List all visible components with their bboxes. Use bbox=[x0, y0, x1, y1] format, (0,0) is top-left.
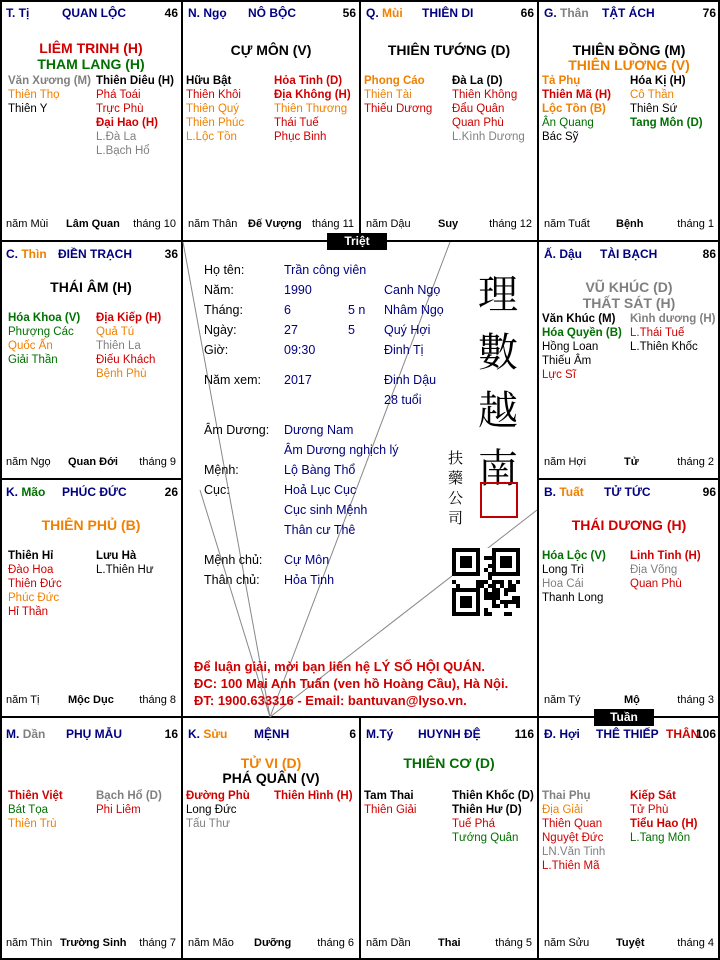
minor-star: Đường Phù bbox=[186, 790, 250, 802]
minor-star: Địa Giải bbox=[542, 804, 583, 816]
minor-star: Thiên Hỉ bbox=[8, 550, 54, 562]
minor-star: L.Bạch Hổ bbox=[96, 145, 150, 157]
minor-star: Phượng Các bbox=[8, 326, 74, 338]
footer-stage: Dưỡng bbox=[254, 937, 292, 949]
minor-star: L.Thái Tuế bbox=[630, 327, 685, 339]
contact-line-3: ĐT: 1900.633316 - Email: bantuvan@lyso.vn. bbox=[194, 693, 467, 708]
minor-star: Thai Phụ bbox=[542, 790, 591, 802]
minor-star: Lưu Hà bbox=[96, 550, 137, 562]
minor-star: Thiên Quý bbox=[186, 103, 240, 115]
qr-code-icon bbox=[452, 548, 520, 616]
palace-title: PHÚC ĐỨC bbox=[62, 485, 127, 499]
footer-year: năm Hợi bbox=[544, 456, 587, 468]
palace-address: T. Tị bbox=[6, 6, 30, 20]
month-lunar: 5 n bbox=[348, 303, 366, 317]
footer-stage: Suy bbox=[438, 218, 459, 230]
minor-star: Hỉ Thần bbox=[8, 606, 49, 618]
minor-star: Nguyệt Đức bbox=[542, 832, 604, 844]
minor-star: Thiên Trù bbox=[8, 818, 57, 830]
major-star: PHÁ QUÂN (V) bbox=[222, 770, 320, 786]
seal-text: 扶 藥 公 司 bbox=[448, 449, 464, 527]
triet-tag: Triệt bbox=[327, 233, 387, 250]
minor-star: Hồng Loan bbox=[542, 341, 599, 353]
minor-star: Long Đức bbox=[186, 804, 237, 816]
am-duong-label: Âm Dương: bbox=[204, 423, 270, 437]
than-marker: THÂN bbox=[666, 727, 700, 741]
menh-value: Lộ Bàng Thổ bbox=[284, 463, 356, 477]
day-lunar: 5 bbox=[348, 323, 355, 337]
minor-star: Đào Hoa bbox=[8, 564, 54, 576]
minor-star: L.Thiên Khốc bbox=[630, 341, 698, 353]
footer-stage: Đế Vượng bbox=[248, 218, 302, 230]
major-star: THÁI DƯƠNG (H) bbox=[571, 517, 687, 533]
age-value: 28 tuổi bbox=[384, 393, 422, 407]
footer-month: tháng 5 bbox=[495, 937, 532, 949]
cuc-note-2: Thân cư Thê bbox=[284, 523, 356, 537]
minor-star: Tử Phù bbox=[630, 804, 669, 816]
minor-star: L.Lộc Tồn bbox=[186, 131, 237, 143]
minor-star: Thiên Không bbox=[452, 89, 518, 101]
minor-star: Trực Phù bbox=[96, 103, 144, 115]
minor-star: Thiên Diêu (H) bbox=[96, 75, 174, 87]
palace-number: 6 bbox=[349, 727, 356, 741]
minor-star: Linh Tinh (H) bbox=[630, 550, 701, 562]
major-star: THIÊN PHỦ (B) bbox=[41, 517, 141, 533]
palace-address: B. Tuất bbox=[544, 485, 584, 499]
palace-number: 26 bbox=[164, 485, 178, 499]
name-label: Họ tên: bbox=[204, 263, 245, 277]
palace-title: ĐIỀN TRẠCH bbox=[58, 247, 132, 261]
minor-star: L.Tang Môn bbox=[630, 832, 691, 844]
minor-star: Văn Khúc (M) bbox=[542, 313, 616, 325]
palace-address: Ấ. Dậu bbox=[544, 247, 583, 261]
major-star: TỬ VI (D) bbox=[240, 755, 302, 771]
footer-month: tháng 7 bbox=[139, 937, 176, 949]
footer-stage: Trường Sinh bbox=[60, 937, 127, 949]
minor-star: Thanh Long bbox=[542, 592, 604, 604]
view-year-can-chi: Đinh Dậu bbox=[384, 373, 437, 387]
footer-year: năm Thân bbox=[188, 218, 238, 230]
minor-star: Phi Liêm bbox=[96, 804, 141, 816]
minor-star: Thiên Y bbox=[8, 103, 48, 115]
minor-star: Ân Quang bbox=[542, 117, 594, 129]
minor-star: Thiên Khôi bbox=[186, 89, 241, 101]
minor-star: Thiên Đức bbox=[8, 578, 62, 590]
minor-star: Thiên Mã (H) bbox=[542, 89, 611, 101]
minor-star: Hữu Bật bbox=[186, 75, 232, 87]
palace-title: HUYNH ĐỆ bbox=[418, 727, 481, 741]
minor-star: Thiên Thương bbox=[274, 103, 348, 115]
footer-month: tháng 8 bbox=[139, 694, 176, 706]
palace-address: K. Sửu bbox=[188, 727, 228, 741]
minor-star: LN.Văn Tinh bbox=[542, 846, 606, 858]
am-duong-note: Âm Dương nghịch lý bbox=[284, 443, 399, 457]
footer-year: năm Dậu bbox=[366, 218, 411, 230]
year-value: 1990 bbox=[284, 283, 312, 297]
seal-stamp bbox=[480, 482, 518, 518]
year-can-chi: Canh Ngọ bbox=[384, 283, 441, 297]
footer-month: tháng 4 bbox=[677, 937, 714, 949]
minor-star: Phong Cáo bbox=[364, 75, 425, 87]
footer-year: năm Dần bbox=[366, 937, 411, 949]
palace-address: K. Mão bbox=[6, 485, 46, 499]
palace-address: M.Tý bbox=[366, 727, 394, 741]
major-star: THIÊN TƯỚNG (D) bbox=[387, 42, 511, 58]
palace-address: Q. Mùi bbox=[366, 6, 403, 20]
minor-star: Thiếu Âm bbox=[542, 355, 592, 367]
minor-star: Lực Sĩ bbox=[542, 369, 576, 381]
minor-star: Tấu Thư bbox=[186, 818, 230, 830]
palace-title: THIÊN DI bbox=[422, 6, 474, 20]
palace-address: M. Dần bbox=[6, 727, 46, 741]
menh-label: Mệnh: bbox=[204, 463, 239, 477]
minor-star: L.Đà La bbox=[96, 131, 137, 143]
minor-star: Bác Sỹ bbox=[542, 131, 579, 143]
day-can-chi: Quý Hợi bbox=[384, 323, 431, 337]
footer-month: tháng 2 bbox=[677, 456, 714, 468]
palace-address: G. Thân bbox=[544, 6, 589, 20]
minor-star: Thiên Hư (D) bbox=[452, 804, 522, 816]
palace-number: 106 bbox=[695, 727, 716, 741]
minor-star: Đẩu Quân bbox=[452, 103, 505, 115]
minor-star: Phá Toái bbox=[96, 89, 141, 101]
hour-can-chi: Đinh Tị bbox=[384, 343, 424, 357]
minor-star: Long Trì bbox=[542, 564, 585, 576]
palace-title: NÔ BỘC bbox=[248, 6, 296, 20]
minor-star: Tang Môn (D) bbox=[630, 117, 703, 129]
footer-year: năm Tị bbox=[6, 694, 40, 706]
minor-star: Bạch Hổ (D) bbox=[96, 790, 162, 802]
minor-star: Tả Phụ bbox=[542, 75, 581, 87]
menh-chu-label: Mệnh chủ: bbox=[204, 553, 263, 567]
footer-year: năm Sửu bbox=[544, 937, 590, 949]
major-star: THIÊN LƯƠNG (V) bbox=[568, 57, 690, 73]
minor-star: Cô Thần bbox=[630, 89, 674, 101]
palace-title: TỬ TỨC bbox=[604, 485, 651, 499]
minor-star: Quan Phù bbox=[452, 117, 504, 129]
minor-star: L.Kình Dương bbox=[452, 131, 525, 143]
cuc-note: Cục sinh Mệnh bbox=[284, 503, 368, 517]
month-label: Tháng: bbox=[204, 303, 243, 317]
minor-star: Quốc Ấn bbox=[8, 340, 53, 352]
palace-number: 16 bbox=[164, 727, 178, 741]
minor-star: Thiên Khốc (D) bbox=[452, 790, 534, 802]
palace-address: C. Thìn bbox=[6, 247, 47, 261]
palace-number: 86 bbox=[702, 247, 716, 261]
palace-title: TẬT ÁCH bbox=[602, 6, 655, 20]
major-star: THIÊN ĐỒNG (M) bbox=[572, 42, 686, 58]
footer-stage: Tử bbox=[624, 456, 639, 468]
footer-month: tháng 11 bbox=[311, 218, 354, 230]
palace-number: 66 bbox=[520, 6, 534, 20]
minor-star: L.Thiên Hư bbox=[96, 564, 154, 576]
cuc-label: Cục: bbox=[204, 483, 230, 497]
hour-value: 09:30 bbox=[284, 343, 316, 357]
tuan-tag: Tuần bbox=[594, 709, 654, 726]
month-value: 6 bbox=[284, 303, 291, 317]
view-year-value: 2017 bbox=[284, 373, 312, 387]
minor-star: Văn Xương (M) bbox=[8, 75, 91, 87]
footer-year: năm Tý bbox=[544, 694, 581, 706]
footer-month: tháng 1 bbox=[677, 218, 714, 230]
am-duong-value: Dương Nam bbox=[284, 423, 354, 437]
day-label: Ngày: bbox=[204, 323, 237, 337]
view-year-label: Năm xem: bbox=[204, 373, 261, 387]
contact-line-1: Để luận giải, mời bạn liên hệ LÝ SỐ HỘI QUÁN. bbox=[194, 659, 485, 674]
minor-star: Thiếu Dương bbox=[364, 103, 433, 115]
footer-stage: Tuyệt bbox=[616, 937, 645, 949]
minor-star: Địa Võng bbox=[630, 564, 678, 576]
footer-year: năm Mão bbox=[188, 937, 234, 949]
palace-number: 96 bbox=[702, 485, 716, 499]
minor-star: Tuế Phá bbox=[452, 818, 496, 830]
menh-chu-value: Cự Môn bbox=[284, 553, 330, 567]
minor-star: Quan Phù bbox=[630, 578, 682, 590]
palace-number: 36 bbox=[164, 247, 178, 261]
minor-star: Thiên Việt bbox=[8, 790, 63, 802]
footer-month: tháng 10 bbox=[133, 218, 176, 230]
major-star: THẤT SÁT (H) bbox=[582, 295, 676, 311]
footer-month: tháng 12 bbox=[489, 218, 532, 230]
footer-year: năm Mùi bbox=[6, 218, 49, 230]
minor-star: Tam Thai bbox=[364, 790, 414, 802]
minor-star: Thiên Sứ bbox=[630, 103, 678, 115]
palace-title: PHỤ MẪU bbox=[66, 727, 122, 741]
day-value: 27 bbox=[284, 323, 298, 337]
footer-month: tháng 6 bbox=[317, 937, 354, 949]
palace-title: THÊ THIẾP bbox=[596, 727, 659, 741]
footer-stage: Thai bbox=[438, 937, 461, 949]
logo-calligraphy: 理 數 越 南 bbox=[478, 272, 518, 492]
minor-star: Điếu Khách bbox=[96, 354, 156, 366]
footer-stage: Bệnh bbox=[616, 218, 644, 230]
minor-star: Thiên La bbox=[96, 340, 141, 352]
minor-star: Thiên Giải bbox=[364, 804, 417, 816]
major-star: THIÊN CƠ (D) bbox=[403, 755, 495, 771]
footer-year: năm Tuất bbox=[544, 218, 590, 230]
footer-stage: Lâm Quan bbox=[66, 218, 120, 230]
minor-star: Hỏa Tinh (D) bbox=[274, 75, 343, 87]
contact-block bbox=[194, 658, 508, 709]
footer-stage: Quan Đới bbox=[68, 456, 118, 468]
footer-month: tháng 3 bbox=[677, 694, 714, 706]
minor-star: Lộc Tồn (B) bbox=[542, 103, 606, 115]
hour-label: Giờ: bbox=[204, 343, 229, 357]
minor-star: Thiên Phúc bbox=[186, 117, 245, 129]
minor-star: Thiên Hình (H) bbox=[274, 790, 353, 802]
minor-star: Địa Kiếp (H) bbox=[96, 312, 162, 324]
palace-number: 76 bbox=[702, 6, 716, 20]
minor-star: Đại Hao (H) bbox=[96, 117, 158, 129]
name-value: Trần công viên bbox=[284, 263, 367, 277]
major-star: VŨ KHÚC (D) bbox=[585, 279, 673, 295]
major-star: CỰ MÔN (V) bbox=[230, 42, 312, 58]
than-chu-label: Thân chủ: bbox=[204, 573, 260, 587]
palace-address: N. Ngọ bbox=[188, 6, 227, 20]
minor-star: Thiên Quan bbox=[542, 818, 603, 830]
year-label: Năm: bbox=[204, 283, 234, 297]
palace-number: 46 bbox=[164, 6, 178, 20]
major-star: LIÊM TRINH (H) bbox=[39, 40, 143, 56]
minor-star: Bệnh Phù bbox=[96, 368, 147, 380]
minor-star: Tiểu Hao (H) bbox=[630, 818, 698, 830]
palace-number: 56 bbox=[342, 6, 356, 20]
minor-star: L.Thiên Mã bbox=[542, 860, 600, 872]
palace-title: MỆNH bbox=[254, 727, 290, 741]
than-chu-value: Hỏa Tinh bbox=[284, 573, 335, 587]
minor-star: Hoa Cái bbox=[542, 578, 584, 590]
footer-stage: Mộc Dục bbox=[68, 694, 114, 706]
minor-star: Địa Không (H) bbox=[274, 89, 351, 101]
minor-star: Hóa Kị (H) bbox=[630, 75, 686, 87]
minor-star: Thái Tuế bbox=[274, 117, 319, 129]
contact-line-2: ĐC: 100 Mai Anh Tuấn (ven hồ Hoàng Cầu), Hà Nội. bbox=[194, 676, 509, 691]
minor-star: Bát Tọa bbox=[8, 804, 49, 816]
minor-star: Hóa Quyền (B) bbox=[542, 327, 622, 339]
footer-month: tháng 9 bbox=[139, 456, 176, 468]
month-can-chi: Nhâm Ngọ bbox=[384, 303, 444, 317]
minor-star: Kiếp Sát bbox=[630, 790, 677, 802]
palace-title: TÀI BẠCH bbox=[600, 247, 658, 261]
footer-year: năm Ngọ bbox=[6, 456, 51, 468]
major-star: THAM LANG (H) bbox=[37, 56, 145, 72]
minor-star: Phục Binh bbox=[274, 131, 327, 143]
footer-stage: Mộ bbox=[624, 694, 640, 706]
minor-star: Quả Tú bbox=[96, 326, 135, 338]
palace-address: Đ. Hợi bbox=[544, 727, 580, 741]
minor-star: Hóa Khoa (V) bbox=[8, 312, 81, 324]
minor-star: Thiên Tài bbox=[364, 89, 412, 101]
cuc-value: Hoả Lục Cục bbox=[284, 483, 357, 497]
minor-star: Hóa Lộc (V) bbox=[542, 550, 606, 562]
footer-year: năm Thìn bbox=[6, 937, 53, 949]
palace-number: 116 bbox=[514, 727, 534, 741]
minor-star: Kình dương (H) bbox=[630, 313, 716, 325]
major-star: THÁI ÂM (H) bbox=[50, 279, 132, 295]
minor-star: Đà La (D) bbox=[452, 75, 503, 87]
minor-star: Phúc Đức bbox=[8, 592, 60, 604]
minor-star: Thiên Thọ bbox=[8, 89, 60, 101]
minor-star: Tướng Quân bbox=[452, 832, 519, 844]
palace-title: QUAN LỘC bbox=[62, 6, 126, 20]
minor-star: Giải Thần bbox=[8, 354, 58, 366]
